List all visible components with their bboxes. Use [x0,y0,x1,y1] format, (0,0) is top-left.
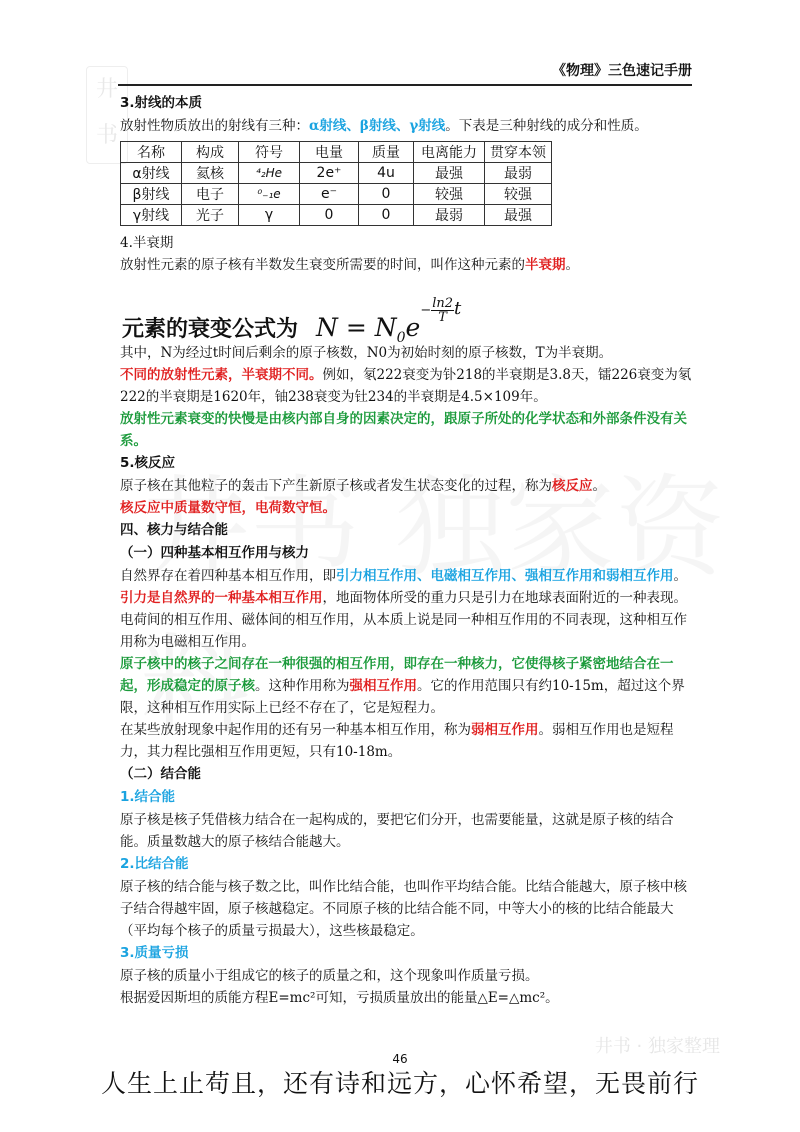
halflife-diff: 不同的放射性元素，半衰期不同。 [120,367,323,383]
reaction-definition [120,475,694,497]
table-header-cell: 电离能力 [414,142,485,163]
halflife-def-end: 。 [565,257,579,273]
rays-types: α射线、β射线、γ射线 [309,118,446,134]
gravity-text: ，地面物体所受的重力只是引力在地球表面附近的一种表现。 [322,590,687,606]
table-cell: 0 [359,184,414,205]
forces-list: 引力相互作用、电磁相互作用、强相互作用和弱相互作用 [336,568,674,584]
forces-intro-text: 自然界存在着四种基本相互作用，即 [120,568,336,584]
table-cell: 2e⁺ [300,163,359,184]
table-cell: 0 [300,205,359,226]
rays-intro-text: 放射性物质放出的射线有三种： [120,118,309,134]
mass-defect-title: 3.质量亏损 [120,945,189,961]
table-header-cell: 构成 [182,142,239,163]
gravity-highlight: 引力是自然界的一种基本相互作用 [120,590,323,606]
mass-defect-text: 原子核的质量小于组成它的核子的质量之和，这个现象叫作质量亏损。 [120,968,539,984]
em-paragraph: 电荷间的相互作用、磁体间的相互作用，从本质上说是同一种相互作用的不同表现，这种相互作用称为电磁相互作用。 [120,612,687,650]
subsection-title-forces: （一）四种基本相互作用与核力 [120,545,309,561]
formula-t: t [454,298,462,319]
watermark-stamp: 井书 [86,66,128,164]
table-cell: γ射线 [121,205,182,226]
footer-slogan: 人生上止苟且，还有诗和远方，心怀希望，无畏前行 [100,1069,699,1098]
specific-binding-text: 原子核的结合能与核子数之比，叫作比结合能，也叫作平均结合能。比结合能越大，原子核中核子结合得越牢固，原子核越稳定。不同原子核的比结合能不同，中等大小的核的比结合能最大（平均每个核子的质量亏损最大），这些核最稳定。 [120,879,687,939]
table-row [121,163,552,184]
halflife-definition [120,254,694,276]
formula-label: 元素的衰变公式为 [122,317,299,342]
table-cell: ⁴₂He [239,163,300,184]
rays-intro [120,115,694,137]
halflife-examples [120,364,694,408]
weak-text: 在某些放射现象中起作用的还有另一种基本相互作用，称为 [120,722,471,738]
formula-explanation: 其中，N为经过t时间后剩余的原子核数，N0为初始时刻的原子核数，T为半衰期。 [120,345,613,361]
strong-term: 强相互作用 [349,678,417,694]
watermark-footer: 井书 · 独家整理 [594,1036,720,1057]
weak-paragraph [120,719,694,763]
formula-fraction [431,297,454,324]
reaction-def-text: 原子核在其他粒子的轰击下产生新原子核或者发生状态变化的过程，称为 [120,478,552,494]
formula-math [316,296,462,346]
binding-energy-title: 1.结合能 [120,789,176,805]
table-cell: 最强 [414,163,485,184]
formula-n: N = N [316,313,397,342]
weak-term: 弱相互作用 [471,722,539,738]
table-row [121,184,552,205]
rays-table [120,141,552,226]
page-number: 46 [392,1052,408,1066]
table-header-cell: 贯穿本领 [485,142,552,163]
table-header-cell: 质量 [359,142,414,163]
formula-e: e [405,313,421,342]
table-header-row [121,142,552,163]
table-cell: 最弱 [414,205,485,226]
table-cell: ⁰₋₁e [239,184,300,205]
table-cell: 4u [359,163,414,184]
table-cell: β射线 [121,184,182,205]
strong-text: 。这种作用称为 [255,678,350,694]
table-cell: 0 [359,205,414,226]
strong-paragraph [120,653,694,719]
halflife-term: 半衰期 [525,257,566,273]
part-title: 四、核力与结合能 [120,522,228,538]
formula-numerator: ln2 [432,296,454,311]
table-cell: 氦核 [182,163,239,184]
table-header-cell: 名称 [121,142,182,163]
page-header: 《物理》三色速记手册 [118,60,692,86]
table-header-cell: 符号 [239,142,300,163]
halflife-example-text: 例如，氡222衰变为钋218的半衰期是3.8天，镭226衰变为氡222的半衰期是1620年，铀238衰变为钍234的半衰期是4.5×109年。 [120,367,692,405]
reaction-conservation: 核反应中质量数守恒，电荷数守恒。 [120,500,336,516]
halflife-green-note: 放射性元素衰变的快慢是由核内部自身的因素决定的，跟原子所处的化学状态和外部条件没有关系。 [120,411,687,449]
main-content [120,92,694,1009]
mass-energy-text: 根据爱因斯坦的质能方程E=mc²可知，亏损质量放出的能量△E=△mc²。 [120,990,559,1006]
table-cell: 较强 [414,184,485,205]
binding-energy-text: 原子核是核子凭借核力结合在一起构成的，要把它们分开，也需要能量，这就是原子核的结合能。质量数越大的原子核结合能越大。 [120,812,674,850]
table-cell: 较强 [485,184,552,205]
formula-minus: − [420,303,432,318]
subsection-title-binding: （二）结合能 [120,766,201,782]
strong-range: 。它的作用范围只有约10-15m，超过这个界限，这种相互作用实际上已经不存在了，它是短程力。 [120,678,685,716]
weak-range: 。弱相互作用也是短程力，其力程比强相互作用更短，只有10-18m。 [120,722,674,760]
halflife-def-text: 放射性元素的原子核有半数发生衰变所需要的时间，叫作这种元素的 [120,257,525,273]
table-cell: 电子 [182,184,239,205]
specific-binding-title: 2.比结合能 [120,856,189,872]
gravity-paragraph [120,587,694,609]
reaction-term: 核反应 [552,478,593,494]
table-cell: γ [239,205,300,226]
formula-exponent [420,280,461,340]
table-cell: 最强 [485,205,552,226]
reaction-def-end: 。 [592,478,606,494]
table-row [121,205,552,226]
rays-intro-end: 。下表是三种射线的成分和性质。 [445,118,648,134]
table-header-cell: 电量 [300,142,359,163]
table-cell: 光子 [182,205,239,226]
table-cell: 最弱 [485,163,552,184]
forces-intro [120,565,694,587]
section-title-reaction: 5.核反应 [120,455,176,471]
forces-intro-end: 。 [673,568,687,584]
formula-denominator: T [438,310,447,325]
section-title-rays: 3.射线的本质 [120,95,203,111]
table-cell: e⁻ [300,184,359,205]
table-cell: α射线 [121,163,182,184]
formula-sub: 0 [396,330,406,346]
section-title-halflife: 4.半衰期 [120,235,174,251]
decay-formula [122,280,694,346]
strong-green: 原子核中的核子之间存在一种很强的相互作用，即存在一种核力，它使得核子紧密地结合在一起，形成稳定的原子核 [120,656,674,694]
